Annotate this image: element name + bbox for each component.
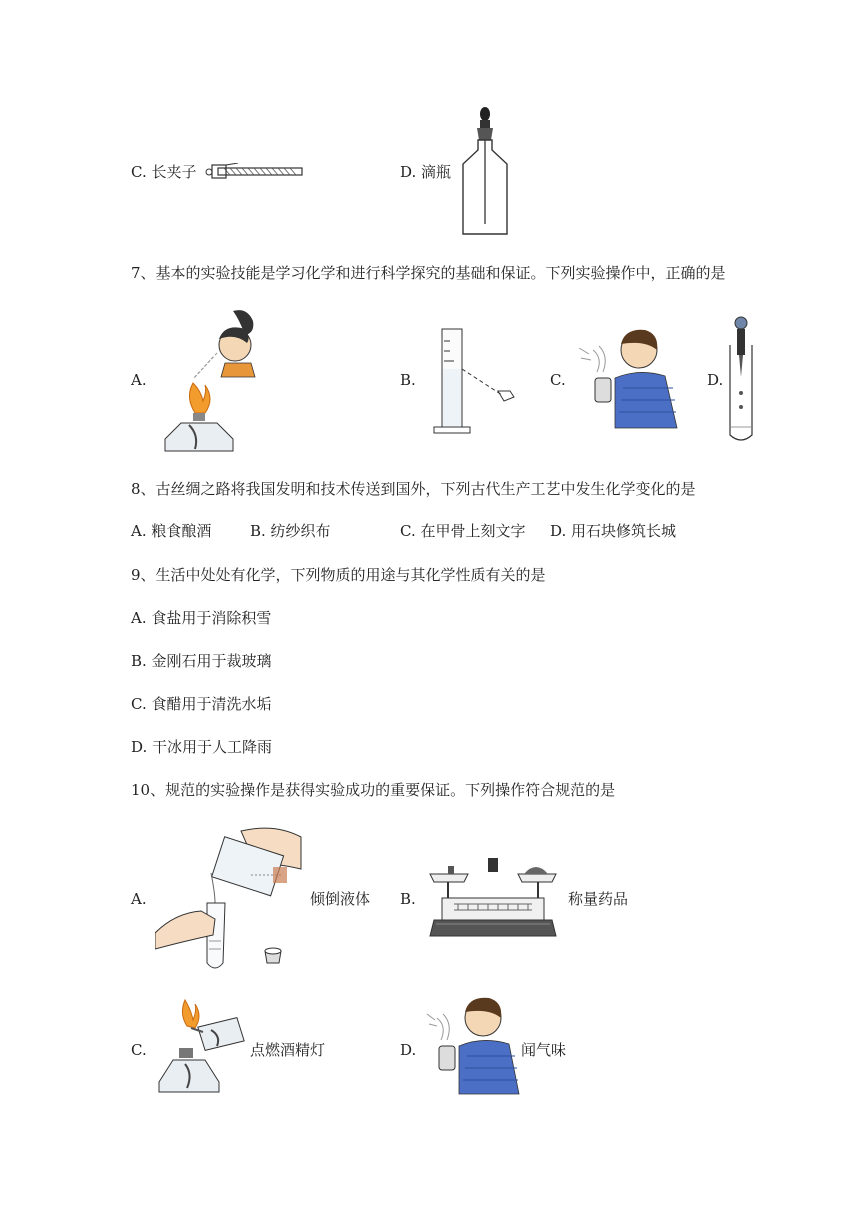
q10-option-c: C. [131,1041,147,1059]
q7-option-c: C. [550,371,566,389]
q8-option-d: D. 用石块修筑长城 [550,522,677,540]
q7-option-a: A. [131,371,147,389]
q7-stem: 7、基本的实验技能是学习化学和进行科学探究的基础和保证。下列实验操作中，正确的是 [131,264,726,282]
q10-option-b: B. [400,890,416,908]
reading-cylinder-figure [432,325,517,437]
q7-option-b: B. [400,371,416,389]
q9-option-c: C. 食醋用于清洗水垢 [131,695,272,713]
q8-option-a: A. 粮食酿酒 [131,522,212,540]
pouring-liquid-figure [155,823,305,973]
q9-option-d: D. 干冰用于人工降雨 [131,738,273,756]
lighting-lamp-figure [155,996,247,1098]
q10-option-d-caption: 闻气味 [521,1041,567,1059]
q8-stem: 8、古丝绸之路将我国发明和技术传送到国外，下列古代生产工艺中发生化学变化的是 [131,480,696,498]
dropper-into-tube-figure [726,315,756,447]
q6-option-d: D. 滴瓶 [400,163,452,181]
balance-scale-figure [428,852,558,944]
q7-option-d: D. [707,371,724,389]
q10-option-c-caption: 点燃酒精灯 [250,1041,326,1059]
q10-option-a-caption: 倾倒液体 [310,890,371,908]
blowing-out-lamp-figure [155,305,260,457]
q10-stem: 10、规范的实验操作是获得实验成功的重要保证。下列操作符合规范的是 [131,781,616,799]
q8-option-b: B. 纺纱织布 [250,522,331,540]
smelling-gas-figure-2 [425,996,520,1096]
q8-option-c: C. 在甲骨上刻文字 [400,522,526,540]
q10-option-d: D. [400,1041,417,1059]
q9-option-a: A. 食盐用于消除积雪 [131,609,272,627]
q6-option-c: C. 长夹子 [131,163,197,181]
q9-stem: 9、生活中处处有化学，下列物质的用途与其化学性质有关的是 [131,566,546,584]
dropper-bottle-figure [455,106,515,238]
q10-option-b-caption: 称量药品 [568,890,629,908]
q9-option-b: B. 金刚石用于裁玻璃 [131,652,272,670]
smelling-gas-figure [575,328,680,430]
long-clamp-figure [204,163,304,181]
q10-option-a: A. [131,890,147,908]
